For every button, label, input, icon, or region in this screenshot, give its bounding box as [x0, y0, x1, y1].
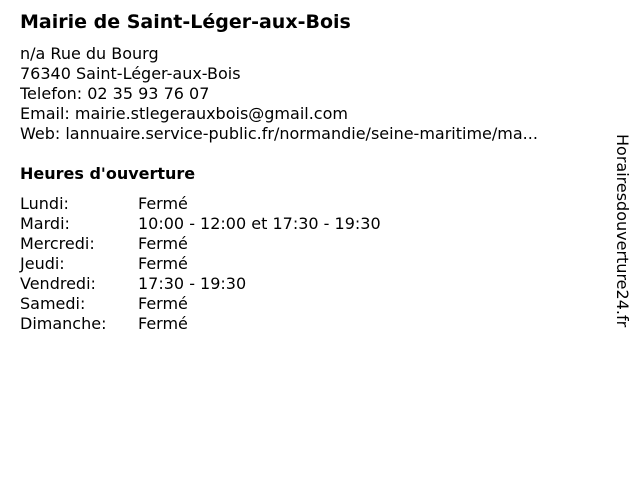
- hours-table: [20, 194, 381, 334]
- web-line: Web: lannuaire.service-public.fr/normandie/seine-maritime/ma...: [20, 124, 538, 143]
- day-label: Vendredi:: [20, 274, 96, 293]
- address-block: [20, 44, 605, 144]
- site-watermark: Horairesdouverture24.fr: [613, 134, 632, 328]
- hours-row-saturday: [20, 294, 381, 314]
- time-value: Fermé: [138, 194, 188, 213]
- street-line: n/a Rue du Bourg: [20, 44, 159, 63]
- day-label: Dimanche:: [20, 314, 107, 333]
- hours-row-friday: [20, 274, 381, 294]
- email-line: Email: mairie.stlegerauxbois@gmail.com: [20, 104, 348, 123]
- city-line: 76340 Saint-Léger-aux-Bois: [20, 64, 241, 83]
- hours-row-tuesday: [20, 214, 381, 234]
- page-title: Mairie de Saint-Léger-aux-Bois: [20, 11, 351, 33]
- time-value: Fermé: [138, 314, 188, 333]
- hours-row-wednesday: [20, 234, 381, 254]
- hours-row-sunday: [20, 314, 381, 334]
- hours-row-thursday: [20, 254, 381, 274]
- time-value: Fermé: [138, 294, 188, 313]
- day-label: Samedi:: [20, 294, 86, 313]
- day-label: Jeudi:: [20, 254, 65, 273]
- hours-heading: Heures d'ouverture: [20, 164, 196, 183]
- time-value: 17:30 - 19:30: [138, 274, 247, 293]
- phone-line: Telefon: 02 35 93 76 07: [20, 84, 210, 103]
- day-label: Lundi:: [20, 194, 69, 213]
- day-label: Mardi:: [20, 214, 70, 233]
- time-value: Fermé: [138, 234, 188, 253]
- time-value: 10:00 - 12:00 et 17:30 - 19:30: [138, 214, 381, 233]
- time-value: Fermé: [138, 254, 188, 273]
- hours-row-monday: [20, 194, 381, 214]
- day-label: Mercredi:: [20, 234, 95, 253]
